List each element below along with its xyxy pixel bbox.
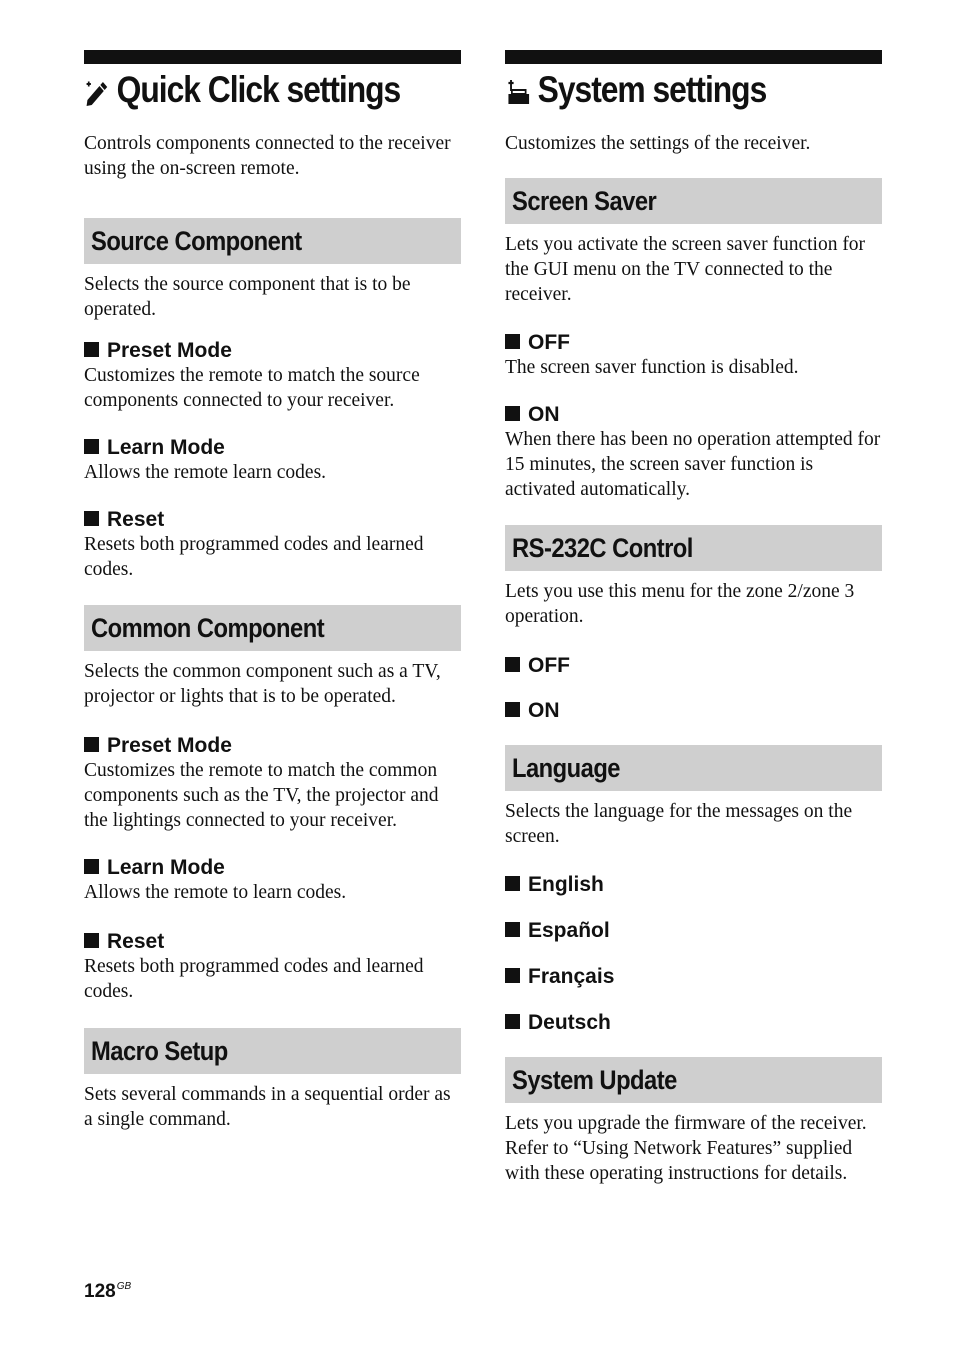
section-heading-macro-setup: Macro Setup bbox=[84, 1028, 461, 1074]
section-heading-common-component: Common Component bbox=[84, 605, 461, 651]
square-bullet-icon bbox=[84, 342, 99, 357]
pencil-icon bbox=[84, 75, 113, 105]
item-text: Customizes the remote to match the common components such as the TV, the projector and the lightings connected to your receiver. bbox=[84, 760, 439, 831]
square-bullet-icon bbox=[505, 334, 520, 349]
item-heading: Deutsch bbox=[505, 1010, 882, 1035]
item-heading: Preset Mode bbox=[84, 338, 461, 363]
item-heading: Reset bbox=[84, 507, 461, 532]
toolbox-icon bbox=[505, 75, 534, 105]
item-text: Resets both programmed codes and learned codes. bbox=[84, 534, 424, 580]
section-heading-rs232c-control: RS-232C Control bbox=[505, 525, 882, 571]
quick-click-column bbox=[84, 50, 461, 1132]
square-bullet-icon bbox=[84, 859, 99, 874]
square-bullet-icon bbox=[505, 406, 520, 421]
section-description: Lets you activate the screen saver function for the GUI menu on the TV connected to the receiver. bbox=[505, 234, 866, 305]
square-bullet-icon bbox=[505, 702, 520, 717]
section-description: Selects the source component that is to be operated. bbox=[84, 274, 411, 320]
square-bullet-icon bbox=[505, 968, 520, 983]
section-description: Lets you use this menu for the zone 2/zone 3 operation. bbox=[505, 581, 855, 627]
item-heading: Reset bbox=[84, 929, 461, 954]
item-heading: Français bbox=[505, 964, 882, 989]
section-description: Selects the language for the messages on the screen. bbox=[505, 801, 853, 847]
item-text: The screen saver function is disabled. bbox=[505, 357, 799, 378]
page-title-quick-click bbox=[84, 70, 408, 110]
item-text: Allows the remote learn codes. bbox=[84, 462, 327, 483]
section-description: Lets you upgrade the firmware of the receiver. Refer to “Using Network Features” supplied with these operating instructions for details. bbox=[505, 1113, 867, 1184]
square-bullet-icon bbox=[505, 922, 520, 937]
page-number: $128^{GB}$ bbox=[84, 1281, 132, 1302]
square-bullet-icon bbox=[84, 511, 99, 526]
square-bullet-icon bbox=[84, 737, 99, 752]
page-suffix: GB bbox=[116, 1281, 132, 1292]
section-description: Selects the common component such as a TV, projector or lights that is to be operated. bbox=[84, 661, 441, 707]
title-rule bbox=[84, 50, 461, 64]
intro-text: Controls components connected to the receiver using the on-screen remote. bbox=[84, 133, 451, 179]
section-heading-source-component: Source Component bbox=[84, 218, 461, 264]
item-heading: Learn Mode bbox=[84, 855, 461, 880]
intro-text: Customizes the settings of the receiver. bbox=[505, 133, 811, 154]
square-bullet-icon bbox=[505, 1014, 520, 1029]
page-title-system-settings bbox=[505, 70, 829, 110]
section-description: Sets several commands in a sequential order as a single command. bbox=[84, 1084, 451, 1130]
item-text: Customizes the remote to match the source components connected to your receiver. bbox=[84, 365, 420, 411]
item-heading: Español bbox=[505, 918, 882, 943]
section-heading-language: Language bbox=[505, 745, 882, 791]
square-bullet-icon bbox=[84, 439, 99, 454]
section-heading-system-update: System Update bbox=[505, 1057, 882, 1103]
item-heading: ON bbox=[505, 698, 882, 723]
item-heading: Preset Mode bbox=[84, 733, 461, 758]
square-bullet-icon bbox=[505, 876, 520, 891]
item-heading: English bbox=[505, 872, 882, 897]
item-heading: OFF bbox=[505, 330, 882, 355]
square-bullet-icon bbox=[505, 657, 520, 672]
title-text: System settings bbox=[537, 69, 767, 110]
item-heading: Learn Mode bbox=[84, 435, 461, 460]
title-text: Quick Click settings bbox=[116, 69, 401, 110]
title-rule bbox=[505, 50, 882, 64]
item-heading: OFF bbox=[505, 653, 882, 678]
item-text: When there has been no operation attempted for 15 minutes, the screen saver function is activated automatically. bbox=[505, 429, 881, 500]
system-settings-column bbox=[505, 50, 882, 1186]
section-heading-screen-saver: Screen Saver bbox=[505, 178, 882, 224]
item-heading: ON bbox=[505, 402, 882, 427]
square-bullet-icon bbox=[84, 933, 99, 948]
item-text: Allows the remote to learn codes. bbox=[84, 882, 347, 903]
item-text: Resets both programmed codes and learned codes. bbox=[84, 956, 424, 1002]
